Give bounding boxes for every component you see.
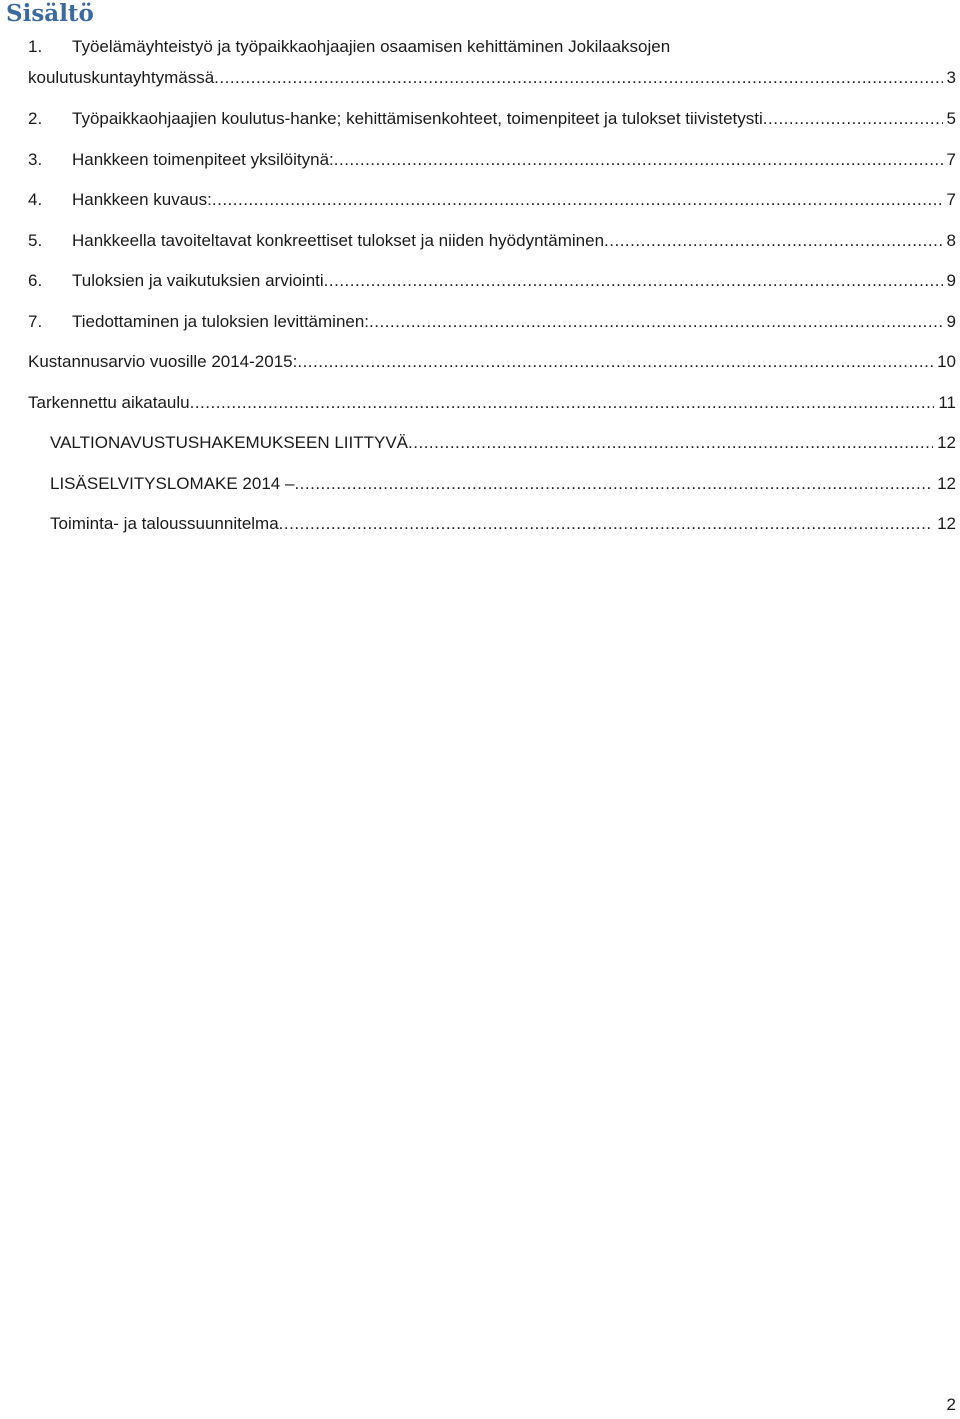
toc-entry-1-first-line[interactable] <box>28 36 670 58</box>
toc-entry-page: 7 <box>946 150 956 169</box>
toc-entry-page: 9 <box>946 271 956 290</box>
dot-leader <box>369 311 943 333</box>
toc-entry-page: 5 <box>946 109 956 128</box>
toc-entry-page: 7 <box>946 190 956 209</box>
toc-entry-number: 4. <box>28 190 43 209</box>
toc-entry-number: 1. <box>28 37 43 56</box>
dot-leader <box>408 432 933 454</box>
dot-leader <box>334 149 943 171</box>
toc-entry-number: 6. <box>28 271 43 290</box>
toc-entry-5[interactable] <box>28 226 956 252</box>
toc-entry-number: 5. <box>28 231 43 250</box>
toc-entry-number: 7. <box>28 312 43 331</box>
dot-leader <box>214 67 942 89</box>
dot-leader <box>324 270 943 292</box>
page-number: 2 <box>946 1395 956 1414</box>
toc-entry-supplementary-form[interactable] <box>50 469 956 495</box>
toc-entry-page: 12 <box>937 474 956 493</box>
toc-entry-number: 2. <box>28 109 43 128</box>
toc-entry-page: 10 <box>937 352 956 371</box>
dot-leader <box>294 473 933 495</box>
toc-entry-operating-plan[interactable] <box>50 509 956 535</box>
toc-entry-label: Hankkeen toimenpiteet yksilöitynä: <box>72 150 334 169</box>
toc-entry-label-line1: Työelämäyhteistyö ja työpaikkaohjaajien osaamisen kehittäminen Jokilaaksojen <box>72 37 671 56</box>
toc-entry-page: 9 <box>946 312 956 331</box>
toc-entry-2[interactable] <box>28 104 956 130</box>
toc-entry-schedule[interactable] <box>28 388 956 414</box>
toc-entry-4[interactable] <box>28 185 956 211</box>
dot-leader <box>190 392 935 414</box>
toc-entry-7[interactable] <box>28 307 956 333</box>
toc-entry-label: Hankkeella tavoiteltavat konkreettiset tulokset ja niiden hyödyntäminen <box>72 231 605 250</box>
toc-entry-page: 3 <box>946 68 956 87</box>
toc-entry-label: Työpaikkaohjaajien koulutus-hanke; kehittämisenkohteet, toimenpiteet ja tulokset tiivistetysti <box>72 109 763 128</box>
toc-entry-label: LISÄSELVITYSLOMAKE 2014 – <box>50 474 295 493</box>
toc-entry-3[interactable] <box>28 145 956 171</box>
dot-leader <box>604 230 943 252</box>
toc-entry-label: Tiedottaminen ja tuloksien levittäminen: <box>72 312 370 331</box>
toc-entry-page: 12 <box>937 433 956 452</box>
toc-entry-label: koulutuskuntayhtymässä <box>28 68 215 87</box>
toc-entry-1[interactable] <box>28 63 956 89</box>
dot-leader <box>763 108 943 130</box>
toc-entry-label: Kustannusarvio vuosille 2014-2015: <box>28 352 298 371</box>
toc-entry-label: Toiminta- ja taloussuunnitelma <box>50 514 279 533</box>
toc-entry-number: 3. <box>28 150 43 169</box>
toc-entry-label: VALTIONAVUSTUSHAKEMUKSEEN LIITTYVÄ <box>50 433 409 452</box>
dot-leader <box>297 351 933 373</box>
dot-leader <box>279 513 933 535</box>
toc-title: Sisältö <box>6 0 94 27</box>
toc-entry-grant-application[interactable] <box>50 428 956 454</box>
toc-entry-page: 8 <box>946 231 956 250</box>
dot-leader <box>212 189 943 211</box>
toc-entry-6[interactable] <box>28 266 956 292</box>
toc-entry-page: 12 <box>937 514 956 533</box>
toc-entry-cost-estimate[interactable] <box>28 347 956 373</box>
toc-entry-label: Tuloksien ja vaikutuksien arviointi <box>72 271 324 290</box>
toc-entry-page: 11 <box>938 393 956 412</box>
toc-entry-label: Tarkennettu aikataulu <box>28 393 190 412</box>
toc-entry-label: Hankkeen kuvaus: <box>72 190 212 209</box>
